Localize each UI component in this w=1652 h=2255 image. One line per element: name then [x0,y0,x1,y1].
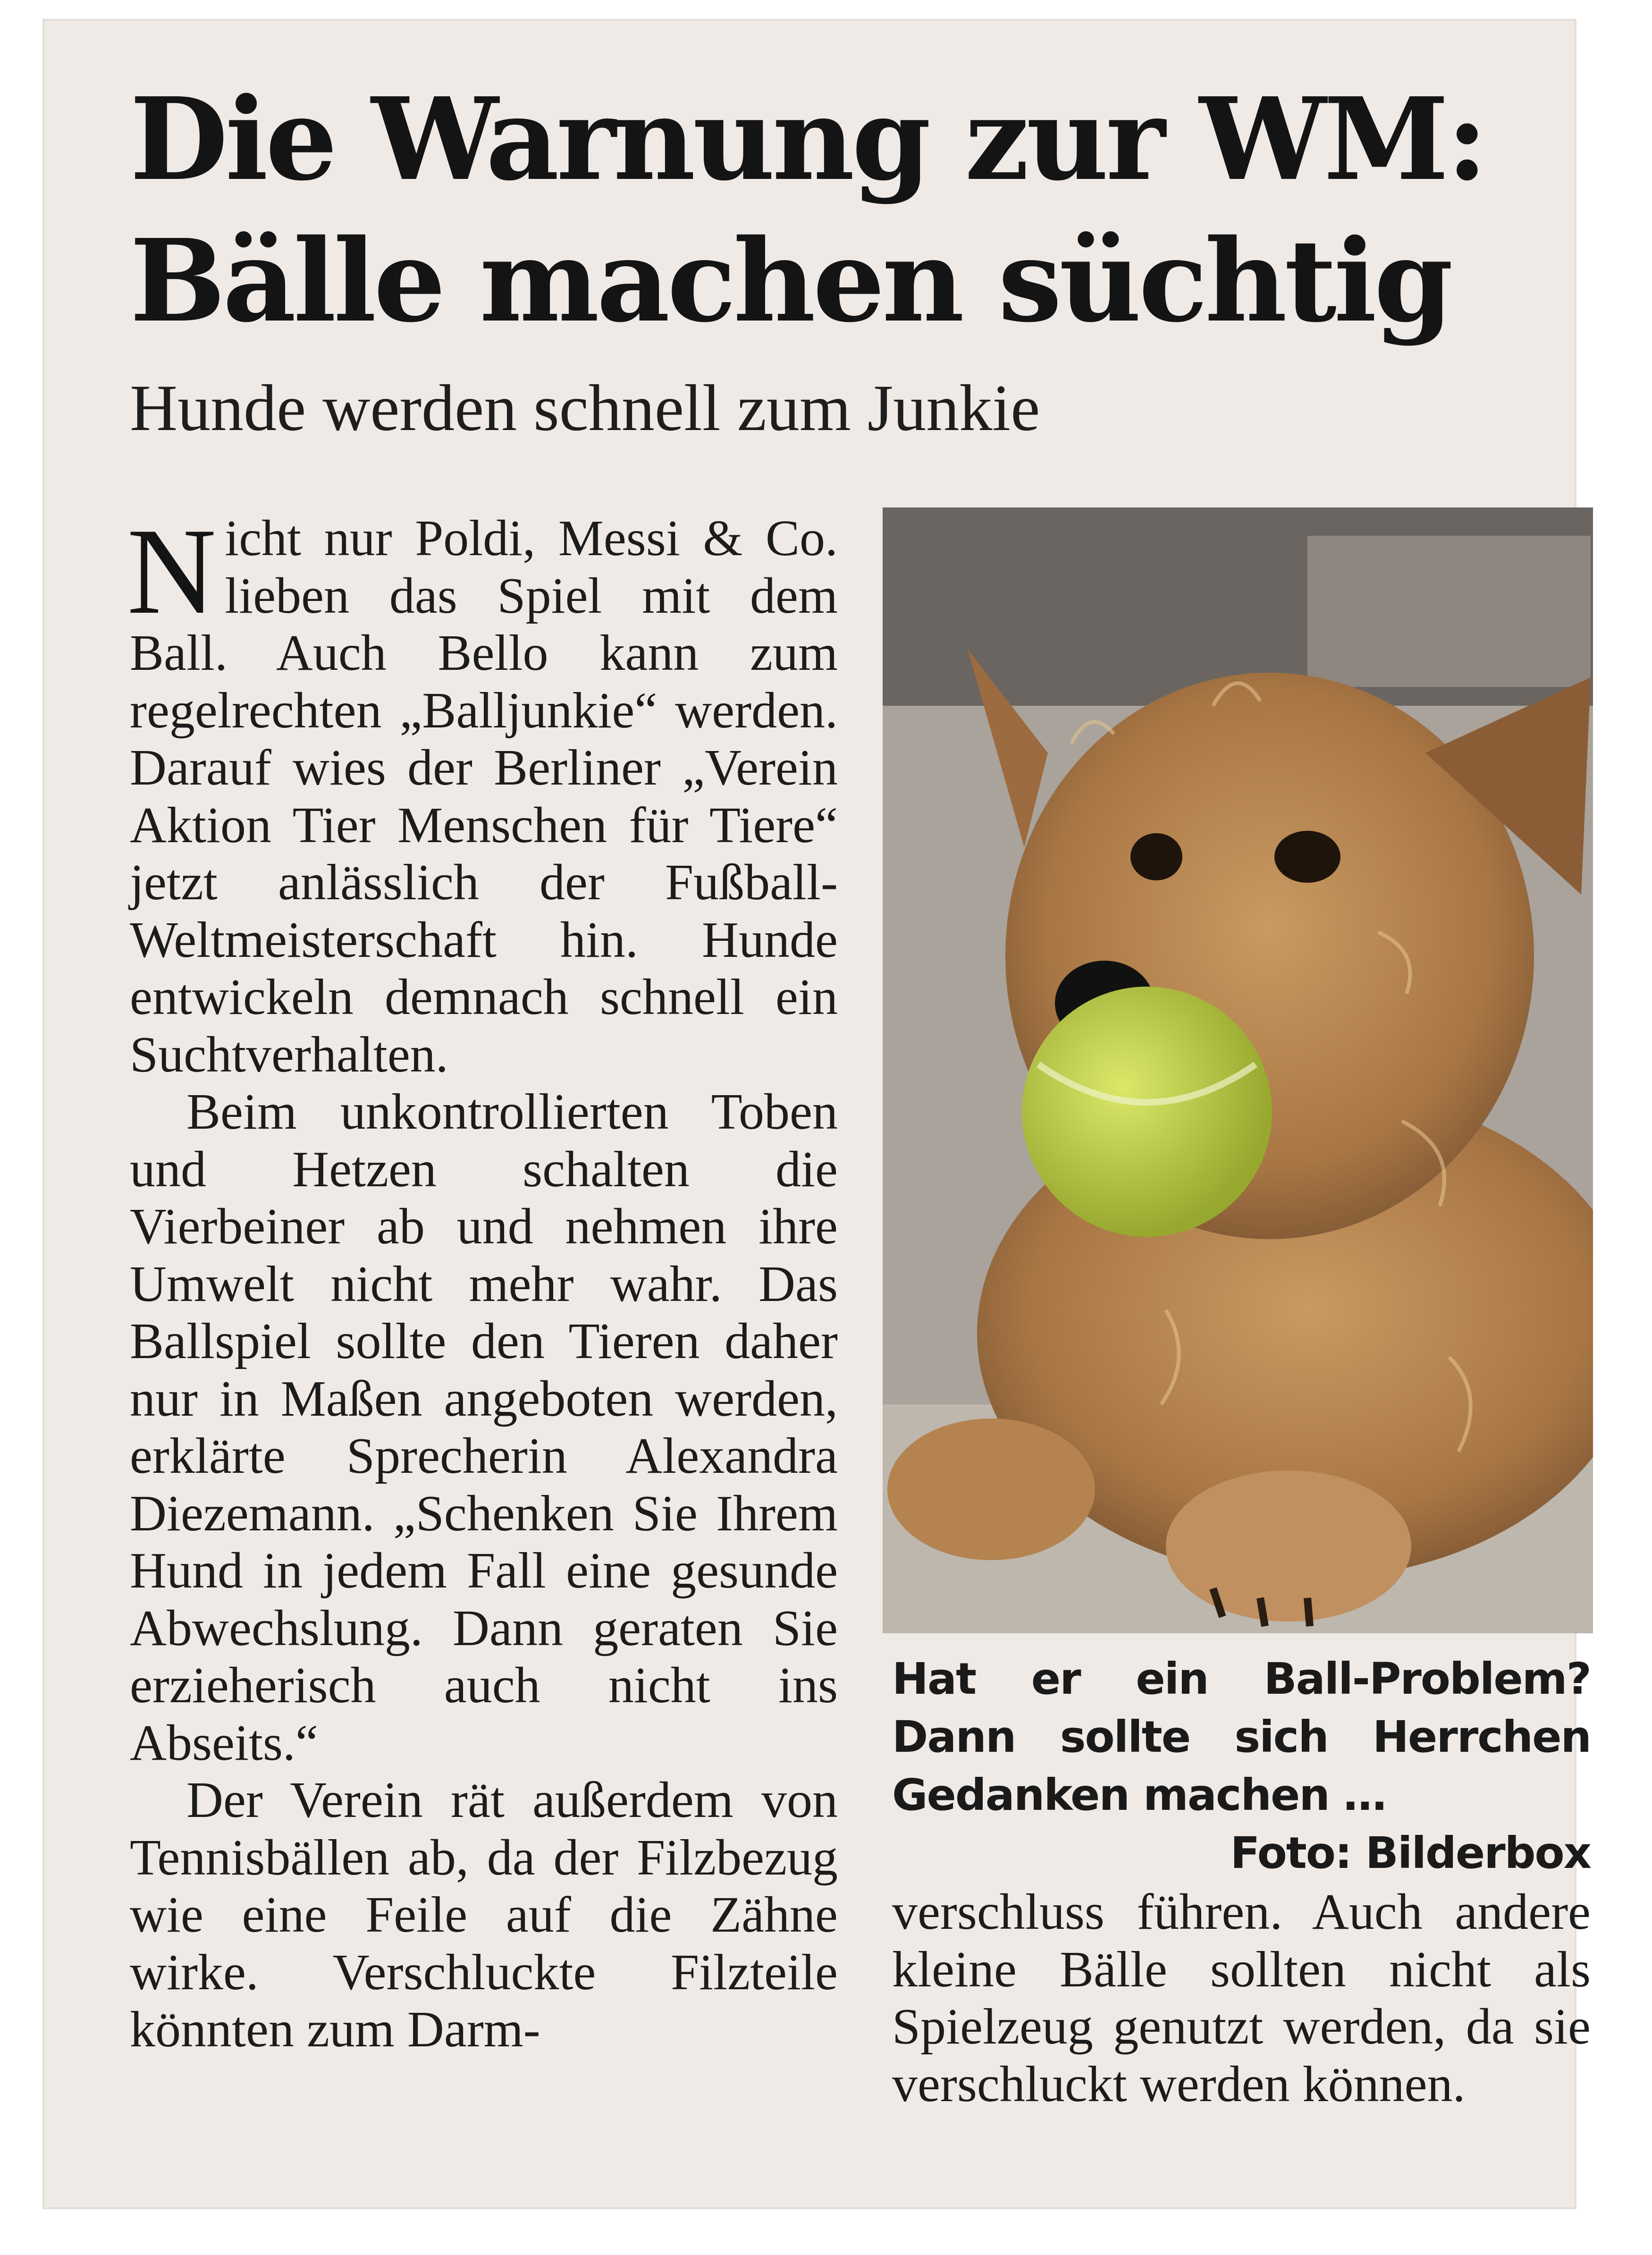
paragraph-1 [127,503,838,1083]
headline-line-1: Die Warnung zur WM: [130,73,1485,206]
paragraph-2: Beim unkontrollierten Toben und Hetzen schalten die Vierbeiner ab und nehmen ihre Umwelt nicht mehr wahr. Das Ballspiel sollte den Tieren daher nur in Maßen angeboten werden, erklärte Sprecherin Alexandra Diezemann. „Schenken Sie Ihrem Hund in jedem Fall eine gesunde Abwechslung. Dann geraten Sie erzieherisch auch nicht ins Abseits.“ [130,1084,838,1771]
left-column [127,503,838,2059]
paragraph-3-left: Der Verein rät außerdem von Tennisbällen ab, da der Filzbezug wie eine Feile auf die Zähne wirke. Verschluckte Filzteile könnten zum Darm- [130,1772,838,2058]
newspaper-clipping [42,19,1591,2209]
paragraph-3-right: verschluss führen. Auch andere kleine Bälle sollten nicht als Spielzeug genutzt werden, da sie verschluckt werden können. [892,1884,1591,2112]
dog-photo [883,507,1593,1633]
photo-caption [892,1650,1591,1882]
drop-cap: N [127,503,217,640]
caption-text: Hat er ein Ball-Problem? Dann sollte sich Herrchen Gedanken machen … [892,1654,1591,1820]
paragraph-1-text: icht nur Poldi, Messi & Co. lieben das Spiel mit dem Ball. Auch Bello kann zum regelrechten „Balljunkie“ werden. Darauf wies der Berliner „Verein Aktion Tier Menschen für Tiere“ jetzt anlässlich der Fußball-Weltmeisterschaft hin. Hunde entwickeln demnach schnell ein Suchtverhalten. [130,510,838,1083]
photo-credit: Foto: Bilderbox [1230,1828,1591,1878]
headline-line-2: Bälle machen süchtig [130,214,1450,347]
article-headline [130,68,1485,352]
article-subheadline: Hunde werden schnell zum Junkie [130,372,1040,445]
dog-with-ball-illustration [883,507,1593,1633]
right-column [892,1883,1591,2113]
